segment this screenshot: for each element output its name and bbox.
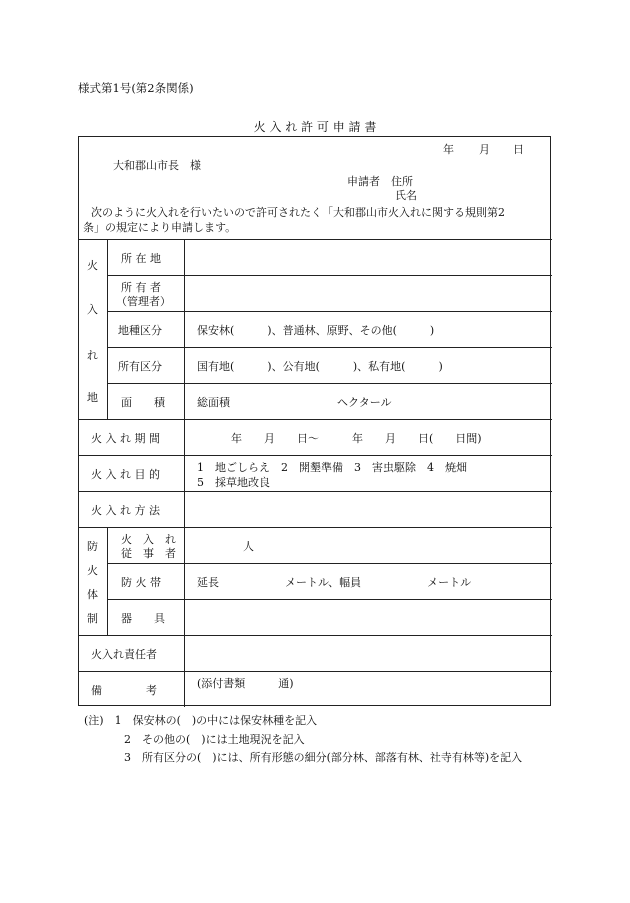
statement-line-1: 次のように火入れを行いたいので許可されたく「大和郡山市火入れに関する規則第2: [91, 206, 505, 219]
area-unit: ヘクタール: [337, 396, 392, 409]
workers-label-sub: 従 事 者: [121, 547, 176, 560]
workers-unit: 人: [243, 540, 254, 553]
row-divider: [107, 563, 552, 564]
responsible-label: 火入れ責任者: [91, 648, 157, 661]
area-prefix: 総面積: [197, 396, 230, 409]
row-divider: [107, 599, 552, 600]
owner-label-sub: （管理者）: [116, 295, 171, 308]
row-divider: [107, 383, 552, 384]
purpose-line-1: 1 地ごしらえ 2 開墾準備 3 害虫駆除 4 焼畑: [197, 461, 467, 474]
addressee: 大和郡山市長 様: [113, 159, 201, 172]
period-label: 火 入 れ 期 間: [91, 432, 160, 445]
location-label: 所 在 地: [121, 252, 161, 265]
note-line-3: 3 所有区分の( )には、所有形態の細分(部分林、部落有林、社寺有林等)を記入: [124, 751, 523, 764]
firebreak-label: 防 火 帯: [121, 576, 161, 589]
land-class-value: 保安林( )、普通林、原野、その他( ): [197, 324, 435, 337]
equipment-label: 器 具: [121, 612, 165, 625]
form-title: 火 入 れ 許 可 申 請 書: [253, 120, 377, 134]
purpose-line-2: 5 採草地改良: [197, 476, 270, 489]
method-label: 火 入 れ 方 法: [91, 504, 160, 517]
fire-prevention-vertical-char: 防: [87, 540, 98, 553]
ownership-label: 所有区分: [118, 360, 162, 373]
row-divider: [79, 671, 552, 672]
row-divider: [79, 455, 552, 456]
fire-prevention-vertical-char: 制: [87, 612, 98, 625]
applicant-address-label: 申請者 住所: [347, 175, 413, 188]
row-divider: [79, 635, 552, 636]
application-form-table: [78, 136, 551, 706]
purpose-label: 火 入 れ 目 的: [91, 468, 160, 481]
ownership-value: 国有地( )、公有地( )、私有地( ): [197, 360, 443, 373]
row-divider: [79, 419, 552, 420]
firebreak-value: 延長 メートル、幅員 メートル: [197, 576, 472, 589]
area-label: 面 積: [121, 396, 165, 409]
remarks-value: (添付書類 通): [197, 677, 294, 690]
column-divider: [107, 239, 108, 419]
note-line-2: 2 その他の( )には土地現況を記入: [124, 733, 305, 746]
column-divider: [107, 527, 108, 635]
land-vertical-char: 地: [87, 391, 98, 404]
row-divider: [79, 527, 552, 528]
row-divider: [107, 347, 552, 348]
row-divider: [79, 491, 552, 492]
owner-label: 所 有 者: [121, 281, 161, 294]
form-number: 様式第1号(第2条関係): [78, 81, 194, 95]
workers-label: 火 入 れ: [121, 533, 176, 546]
land-class-label: 地種区分: [118, 324, 162, 337]
date-year: 年: [443, 143, 454, 156]
period-value: 年 月 日〜 年 月 日( 日間): [231, 432, 482, 445]
applicant-name-label: 氏名: [395, 189, 417, 202]
fire-prevention-vertical-char: 火: [87, 564, 98, 577]
land-vertical-char: れ: [87, 349, 98, 362]
land-vertical-char: 火: [87, 259, 98, 272]
column-divider: [184, 239, 185, 707]
statement-line-2: 条」の規定により申請します。: [83, 221, 237, 234]
date-day: 日: [513, 143, 524, 156]
row-divider: [107, 311, 552, 312]
date-month: 月: [479, 143, 490, 156]
row-divider: [107, 275, 552, 276]
remarks-label: 備 考: [91, 684, 157, 697]
row-divider: [79, 239, 552, 240]
note-line-1: (注) 1 保安林の( )の中には保安林種を記入: [84, 714, 318, 727]
land-vertical-char: 入: [87, 303, 98, 316]
fire-prevention-vertical-char: 体: [87, 588, 98, 601]
